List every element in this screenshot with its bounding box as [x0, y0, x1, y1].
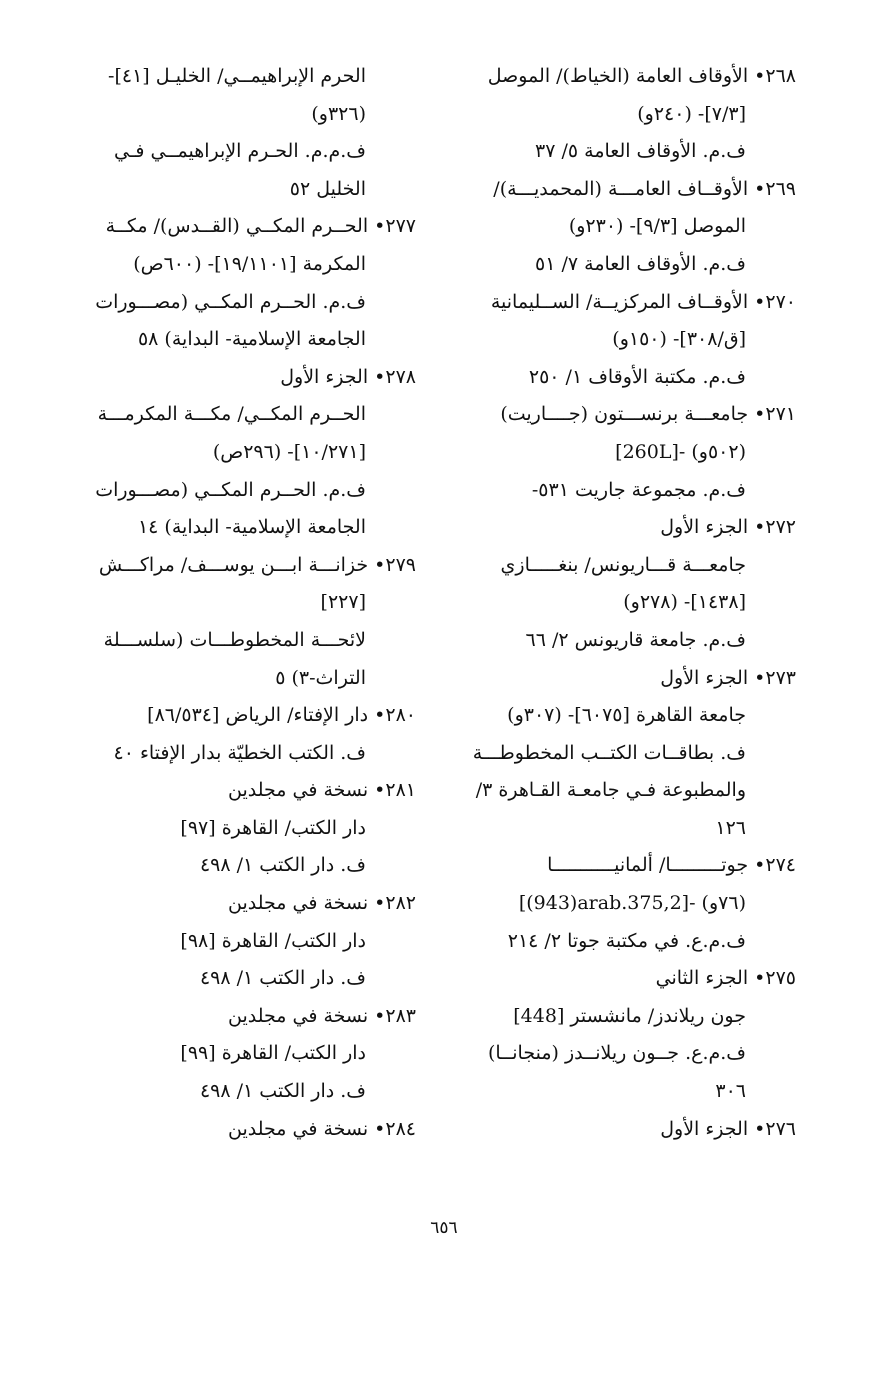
- left-column-line: ٢٨٤• نسخة في مجلدين: [227, 1117, 416, 1140]
- left-column-line: ٢٧٩• خزانـــة ابـــن يوســـف/ مراكـــش: [98, 553, 416, 576]
- right-column-line: ٢٧٣• الجزء الأول: [660, 666, 796, 689]
- right-column-line: ٢٧١• جامعـــة برنســـتون (جــــاريت): [500, 403, 796, 426]
- left-column-line: الحــرم المكــي/ مكـــة المكرمـــة: [97, 403, 366, 426]
- left-column-line: ف. دار الكتب ١/ ٤٩٨: [199, 1080, 366, 1103]
- left-column-line: ف. دار الكتب ١/ ٤٩٨: [199, 854, 366, 877]
- left-column-line: الجامعة الإسلامية- البداية) ١٤: [137, 516, 366, 539]
- left-column-line: الحرم الإبراهيمــي/ الخليـل [٤١]-: [108, 65, 366, 87]
- right-column-line: ف.م.ع. في مكتبة جوتا ٢/ ٢١٤: [507, 929, 746, 952]
- left-column-line: ٢٨١• نسخة في مجلدين: [227, 779, 416, 802]
- left-column-line: (٣٢٦و): [311, 102, 366, 125]
- right-column-line: [ق/٣٠٨]- (١٥٠و): [612, 328, 746, 351]
- right-column-line: ف.م. جامعة قاريونس ٢/ ٦٦: [525, 628, 746, 651]
- right-column-line: ٢٦٨• الأوقاف العامة (الخياط)/ الموصل: [487, 65, 796, 87]
- left-column-line: دار الكتب/ القاهرة [٩٧]: [180, 816, 366, 839]
- left-column-line: ف.م.م. الحـرم الإبراهيمــي فـي: [114, 140, 366, 163]
- right-column-line: ٢٧٤• جوتـــــــــا/ ألمانيـــــــــــا: [547, 854, 796, 877]
- right-column-line: ف.م. الأوقاف العامة ٥/ ٣٧: [535, 140, 746, 163]
- left-column-line: ٢٨٣• نسخة في مجلدين: [227, 1004, 416, 1027]
- left-column-line: [٢٢٧]: [320, 591, 366, 614]
- left-column-line: الخليل ٥٢: [289, 177, 366, 200]
- right-column-line: ف.م. مجموعة جاريت ٥٣١-: [531, 478, 746, 501]
- right-column-line: ٢٧٥• الجزء الثاني: [655, 967, 796, 990]
- left-column: [71, 58, 416, 1148]
- left-column-line: التراث-٣) ٥: [275, 666, 366, 689]
- left-column-line: ٢٧٧• الحــرم المكــي (القــدس)/ مكــة: [105, 215, 416, 238]
- right-column-line: ف. بطاقــات الكتــب المخطوطـــة: [472, 741, 746, 764]
- right-column-line: والمطبوعة فـي جامعـة القـاهرة ٣/: [475, 779, 746, 802]
- left-column-line: ف. دار الكتب ١/ ٤٩٨: [199, 967, 366, 990]
- left-column-line: لائحـــة المخطوطـــات (سلســـلة: [103, 628, 366, 651]
- right-column-line: ٢٧٢• الجزء الأول: [660, 516, 796, 539]
- left-column-line: دار الكتب/ القاهرة [٩٨]: [180, 929, 366, 952]
- left-column-line: ٢٧٨• الجزء الأول: [280, 365, 416, 388]
- left-column-line: ف.م. الحــرم المكــي (مصـــورات: [95, 478, 366, 501]
- right-column-line: ف.م.ع. جــون ريلانــدز (منجانــا): [487, 1042, 746, 1065]
- right-column-line: ف.م. الأوقاف العامة ٧/ ٥١: [535, 252, 746, 275]
- right-column-line: ٣٠٦: [715, 1080, 746, 1103]
- left-column-line: ٢٨٠• دار الإفتاء/ الرياض [٨٦/٥٣٤]: [147, 704, 416, 727]
- page-number: ٦٥٦: [430, 1218, 458, 1238]
- right-column-line: ٢٧٦• الجزء الأول: [660, 1117, 796, 1140]
- right-column-line: ف.م. مكتبة الأوقاف ١/ ٢٥٠: [528, 365, 746, 388]
- left-column-line: دار الكتب/ القاهرة [٩٩]: [180, 1042, 366, 1065]
- right-column-line: [٧/٣]- (٢٤٠و): [637, 102, 746, 125]
- left-column-line: ف. الكتب الخطيّة بدار الإفتاء ٤٠: [113, 741, 366, 764]
- left-column-line: [١٠/٢٧١]- (٢٩٦ص): [212, 440, 366, 463]
- right-column-line: ٢٧٠• الأوقــاف المركزيــة/ الســليمانية: [490, 290, 796, 313]
- left-column-line: ف.م. الحــرم المكــي (مصـــورات: [95, 290, 366, 313]
- right-column-line: ١٢٦: [715, 816, 746, 839]
- left-column-line: ٢٨٢• نسخة في مجلدين: [227, 892, 416, 915]
- left-column-line: المكرمة [١٩/١١٠١]- (٦٠٠ص): [133, 252, 366, 275]
- right-column-line: ٢٦٩• الأوقــاف العامـــة (المحمديـــة)/: [493, 177, 796, 200]
- right-column: [436, 58, 796, 1148]
- right-column-line: الموصل [٩/٣]- (٢٣٠و): [568, 215, 746, 238]
- right-column-line: [١٤٣٨]- (٢٧٨و): [623, 591, 746, 614]
- right-column-line: [(943)arab.375,2]- (٧٦و): [518, 892, 746, 915]
- right-column-line: [260L]- (٥٠٢و): [615, 440, 746, 463]
- right-column-line: جون ريلاندز/ مانشستر [448]: [513, 1004, 746, 1027]
- left-column-line: الجامعة الإسلامية- البداية) ٥٨: [137, 328, 366, 351]
- right-column-line: جامعـــة قـــاريونس/ بنغـــــازي: [500, 553, 746, 576]
- right-column-line: جامعة القاهرة [٦٠٧٥]- (٣٠٧و): [507, 704, 746, 727]
